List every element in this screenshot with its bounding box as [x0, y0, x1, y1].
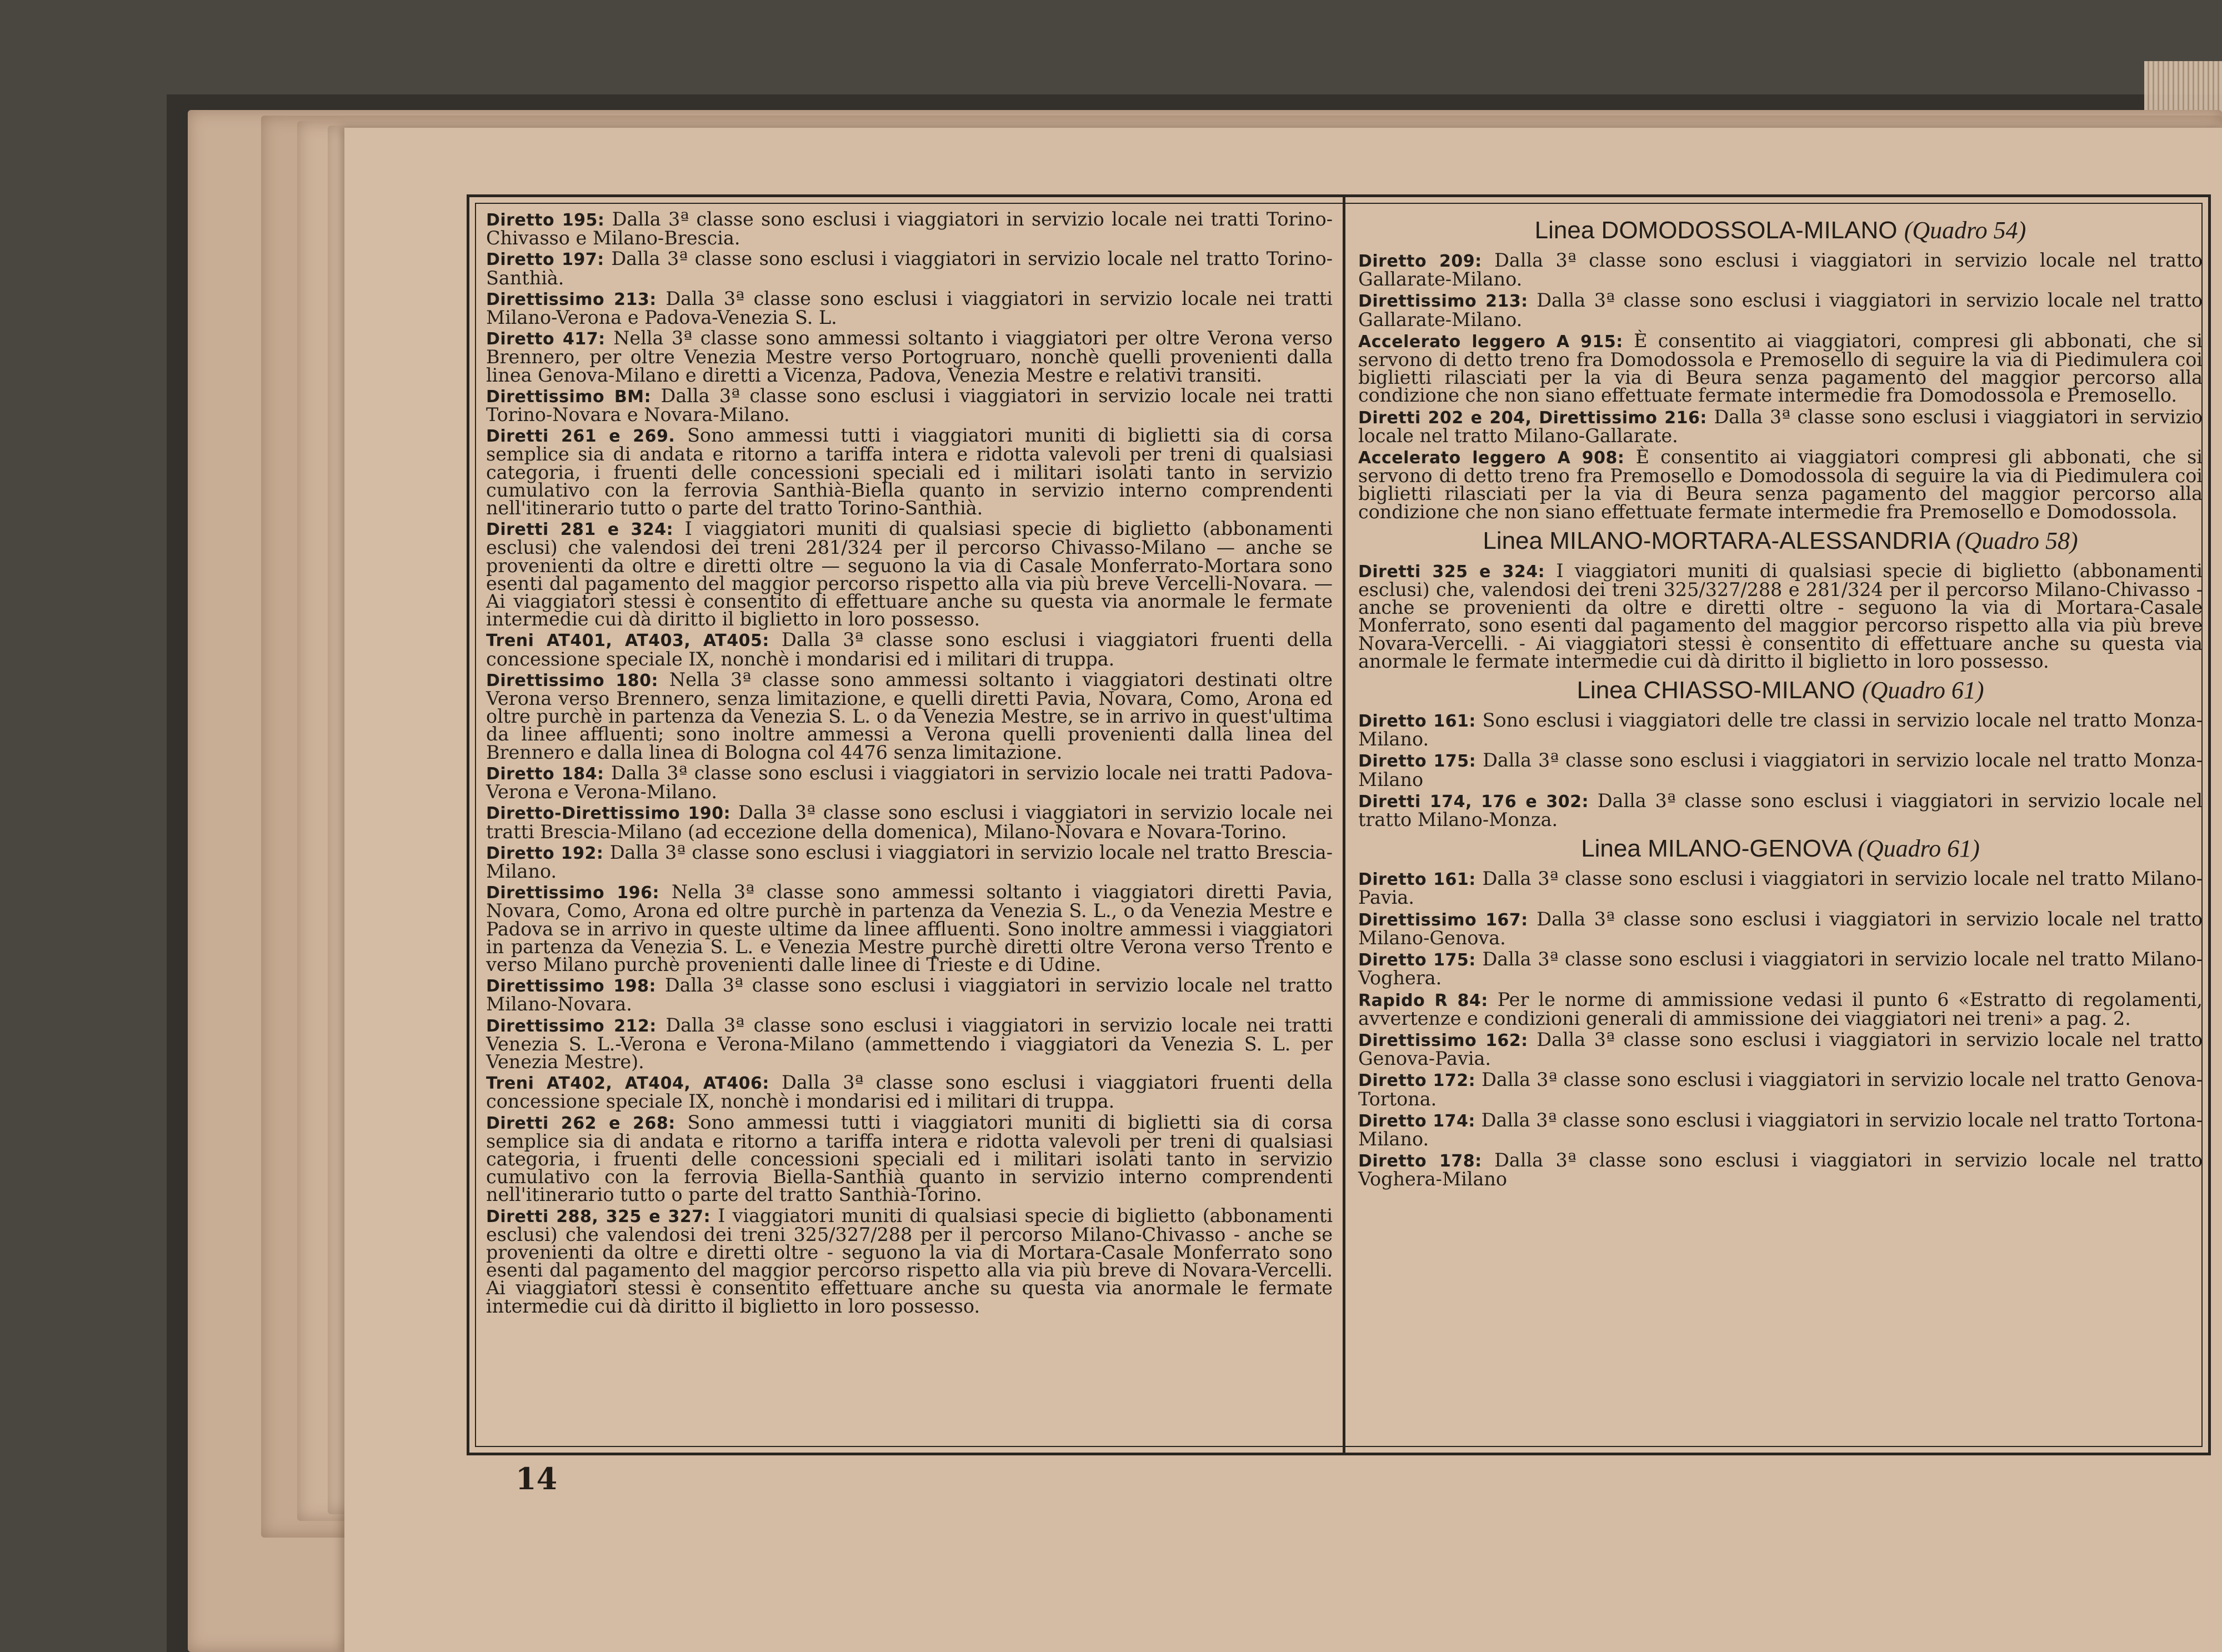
note-text: Dalla 3ª classe sono esclusi i viaggiatori in servizio locale nel tratto Milano-Pavia. [1358, 868, 2203, 909]
train-designation: Diretto 417: [486, 329, 605, 349]
train-designation: Direttissimo 196: [486, 883, 659, 903]
train-designation: Direttissimo 213: [1358, 292, 1528, 312]
train-designation: Diretti 262 e 268: [486, 1113, 675, 1133]
timetable-note [1358, 448, 2203, 521]
timetable-note [486, 631, 1333, 668]
note-text: Dalla 3ª classe sono esclusi i viaggiatori in servizio locale nel tratto Genova-Pavia. [1358, 1028, 2203, 1070]
train-designation: Diretti 261 e 269. [486, 427, 675, 447]
note-text: Dalla 3ª classe sono esclusi i viaggiatori in servizio locale nei tratti Torino-Novara e Novara-Milano. [486, 384, 1333, 426]
train-designation: Diretti 281 e 324: [486, 520, 674, 540]
train-designation: Diretto 161: [1358, 712, 1476, 732]
timetable-note [486, 384, 1333, 426]
note-text: Dalla 3ª classe sono esclusi i viaggiatori in servizio locale nel tratto Gallarate-Milano. [1358, 289, 2203, 331]
quadro-reference: (Quadro 54) [1904, 217, 2026, 244]
note-text: I viaggiatori muniti di qualsiasi specie di biglietto (abbonamenti esclusi) che, valendosi dei treni 325/327/288 e 281/324 per il percorso Milano-Chivasso - anche se provenienti da oltre e diretti oltre - seguono la via di Mortara-Casale Monferrato, sono esenti dal pagamento del maggior percorso rispetto alla via più breve Novara-Vercelli. - Ai viaggiatori stessi è consentito di effettuare anche su questa via anormale le fermate intermedie cui dà diritto il biglietto in loro possesso. [1358, 559, 2203, 672]
timetable-note [1358, 1071, 2203, 1108]
timetable-note [486, 764, 1333, 801]
note-text: Dalla 3ª classe sono esclusi i viaggiatori in servizio locale nel tratto Monza-Milano [1358, 749, 2203, 790]
train-designation: Diretto 197: [486, 250, 604, 270]
train-designation: Treni AT401, AT403, AT405: [486, 631, 769, 651]
timetable-note [486, 1204, 1333, 1317]
timetable-note [486, 668, 1333, 763]
note-text: È consentito ai viaggiatori, compresi gli abbonati, che si servono di detto treno fra Domodossola e Premosello di seguire la via di Piedimulera coi biglietti rilasciati per la via di Beura senza pagamento del maggior percorso alla condizione che non siano effettuate fermate intermedie fra Domodossola e Premosello. [1358, 329, 2203, 407]
page-number: 14 [516, 1461, 558, 1496]
timetable-note [486, 1014, 1333, 1073]
timetable-note [1358, 789, 2203, 831]
timetable-note [1358, 709, 2203, 750]
timetable-note [1358, 1149, 2203, 1190]
note-text: Dalla 3ª classe sono esclusi i viaggiatori fruenti della concessione speciale IX, nonchè i mondarisi ed i militari di truppa. [486, 1072, 1333, 1113]
train-designation: Diretto 184: [486, 764, 604, 784]
column-divider [1343, 197, 1345, 1453]
timetable-note [1358, 988, 2203, 1029]
train-designation: Direttissimo 162: [1358, 1030, 1528, 1050]
timetable-note [1358, 749, 2203, 790]
note-text: È consentito ai viaggiatori compresi gli abbonati, che si servono di detto treno fra Premosello e Domodossola di seguire la via di Piedimulera coi biglietti rilasciati per la via di Beura senza pagamento del maggior percorso alla condizione che non siano effettuate fermate intermedie fra Premosello e Domodossola. [1358, 446, 2203, 523]
timetable-note [486, 974, 1333, 1015]
timetable-note [486, 520, 1333, 628]
line-name: Linea CHIASSO-MILANO [1577, 677, 1855, 704]
timetable-note [486, 1072, 1333, 1113]
timetable-note [486, 287, 1333, 329]
train-designation: Direttissimo BM: [486, 387, 652, 407]
train-designation: Accelerato leggero A 908: [1358, 448, 1625, 468]
train-designation: Direttissimo 167: [1358, 910, 1528, 930]
note-text: Dalla 3ª classe sono esclusi i viaggiatori in servizio locale nel tratto Tortona-Milano. [1358, 1109, 2203, 1150]
timetable-note [486, 1111, 1333, 1206]
line-name: Linea DOMODOSSOLA-MILANO [1534, 217, 1898, 244]
train-designation: Diretti 174, 176 e 302: [1358, 792, 1589, 812]
note-text: Dalla 3ª classe sono esclusi i viaggiatori in servizio locale nei tratti Brescia-Milano (ad eccezione della domenica), Milano-Novara e Novara-Torino. [486, 802, 1333, 843]
note-text: Dalla 3ª classe sono esclusi i viaggiatori in servizio locale nel tratto Genova-Tortona. [1358, 1069, 2203, 1110]
train-designation: Diretto-Direttissimo 190: [486, 804, 731, 824]
note-text: Dalla 3ª classe sono esclusi i viaggiatori in servizio locale nel tratto Gallarate-Milano. [1358, 249, 2203, 291]
train-designation: Diretti 202 e 204, Direttissimo 216: [1358, 408, 1707, 428]
line-name: Linea MILANO-GENOVA [1581, 835, 1851, 863]
note-text: I viaggiatori muniti di qualsiasi specie di biglietto (abbonamenti esclusi) che valendosi dei treni 325/327/288 per il percorso Milano-Chivasso - anche se provenienti da oltre e diretti oltre - seguono la via di Mortara-Casale Monferrato sono esenti dal pagamento del maggior percorso rispetto alla via più breve di Novara-Vercelli. Ai viaggiatori stessi è consentito effettuare anche su questa via anormale le fermate intermedie cui dà diritto il biglietto in loro possesso. [486, 1204, 1333, 1317]
line-section-title [1358, 216, 2203, 245]
train-designation: Accelerato leggero A 915: [1358, 332, 1623, 352]
train-designation: Diretto 195: [486, 211, 605, 230]
timetable-note [486, 208, 1333, 249]
timetable-note [1358, 329, 2203, 407]
note-text: Nella 3ª classe sono ammessi soltanto i viaggiatori destinati oltre Verona verso Brennero, senza limitazione, e quelli diretti Pavia, Novara, Como, Arona ed oltre purchè in partenza da Venezia S. L. o da Venezia Mestre, se in arrivo in quest'ultima da linee affluenti; sono inoltre ammessi a Verona quelli provenienti dalla linea del Brennero e dalla linea di Bologna col 4476 senza limitazione. [486, 668, 1333, 763]
note-text: Dalla 3ª classe sono esclusi i viaggiatori in servizio locale nei tratti Venezia S. L.-Verona e Verona-Milano (ammettendo i viaggiatori da Venezia S. L. per Venezia Mestre). [486, 1014, 1333, 1073]
note-text: Per le norme di ammissione vedasi il punto 6 «Estratto di regolamenti, avvertenze e condizioni generali di ammissione dei viaggiatori nei treni» a pag. 2. [1358, 988, 2203, 1029]
train-designation: Diretto 174: [1358, 1111, 1475, 1131]
quadro-reference: (Quadro 61) [1858, 835, 1980, 863]
note-text: Dalla 3ª classe sono esclusi i viaggiatori in servizio locale nel tratto Milano-Voghera. [1358, 948, 2203, 989]
note-text: Nella 3ª classe sono ammessi soltanto i viaggiatori diretti Pavia, Novara, Como, Arona ed oltre purchè in partenza da Venezia S. L., o da Venezia Mestre e Padova se in arrivo in queste ultime da linee affluenti. Sono inoltre ammessi i viaggiatori in partenza da Venezia S. L. e Venezia Mestre purchè diretti oltre Verona verso Trento e verso Milano purchè provenienti dalle linee di Trieste e di Udine. [486, 881, 1333, 975]
train-designation: Diretto 172: [1358, 1071, 1476, 1091]
line-section-title [1358, 676, 2203, 705]
quadro-reference: (Quadro 61) [1861, 677, 1984, 704]
note-text: Sono ammessi tutti i viaggiatori muniti di biglietti sia di corsa semplice sia di andata e ritorno a tariffa intera e ridotta valevoli per treni di qualsiasi categoria, i fruenti delle concessioni speciali ed i militari isolati tanto in servizio cumulativo con la ferrovia Santhià-Biella quanto in servizio interno comprendenti nell'itinerario tutto o parte del tratto Torino-Santhià. [486, 424, 1333, 519]
timetable-note [1358, 408, 2203, 445]
timetable-note [1358, 870, 2203, 907]
train-designation: Diretto 178: [1358, 1152, 1482, 1172]
note-text: Sono esclusi i viaggiatori delle tre classi in servizio locale nel tratto Monza-Milano. [1358, 709, 2203, 750]
train-designation: Direttissimo 180: [486, 670, 658, 690]
note-text: I viaggiatori muniti di qualsiasi specie di biglietto (abbonamenti esclusi) che valendosi dei treni 281/324 per il percorso Chivasso-Milano — anche se provenienti da oltre e diretti oltre — seguono la via di Casale Monferrato-Mortara sono esenti dal pagamento del maggior percorso rispetto alla via più breve Vercelli-Novara. — Ai viaggiatori stessi è consentito di effettuare anche su questa via anormale le fermate intermedie cui dà diritto il biglietto in loro possesso. [486, 518, 1333, 630]
train-designation: Rapido R 84: [1358, 990, 1488, 1010]
timetable-note [1358, 1109, 2203, 1150]
train-designation: Diretto 175: [1358, 950, 1476, 970]
quadro-reference: (Quadro 58) [1956, 527, 2078, 554]
note-text: Dalla 3ª classe sono esclusi i viaggiatori fruenti della concessione speciale IX, nonchè i mondarisi ed i militari di truppa. [486, 629, 1333, 670]
timetable-note [1358, 1028, 2203, 1070]
train-designation: Direttissimo 198: [486, 977, 656, 997]
train-designation: Diretti 325 e 324: [1358, 562, 1545, 582]
timetable-note [1358, 910, 2203, 947]
line-name: Linea MILANO-MORTARA-ALESSANDRIA [1483, 527, 1949, 554]
note-text: Dalla 3ª classe sono esclusi i viaggiatori in servizio locale nel tratto Voghera-Milano [1358, 1149, 2203, 1190]
note-text: Dalla 3ª classe sono esclusi i viaggiatori in servizio locale nei tratti Padova-Verona e Verona-Milano. [486, 762, 1333, 803]
note-text: Dalla 3ª classe sono esclusi i viaggiatori in servizio locale nel tratto Milano-Genova. [1358, 908, 2203, 949]
note-text: Dalla 3ª classe sono esclusi i viaggiatori in servizio locale nel tratto Milano-Novara. [486, 974, 1333, 1015]
right-column [1358, 211, 2203, 1192]
note-text: Sono ammessi tutti i viaggiatori muniti di biglietti sia di corsa semplice sia di andata e ritorno a tariffa intera e ridotta valevoli per treni di qualsiasi categoria, i fruenti delle concessioni speciali ed i militari isolati tanto in servizio cumulativo con la ferrovia Biella-Santhià quanto in servizio interno comprendenti nell'itinerario tutto o parte del tratto Santhià-Torino. [486, 1111, 1333, 1206]
timetable-note [486, 250, 1333, 287]
timetable-note [486, 802, 1333, 843]
line-section-title [1358, 834, 2203, 863]
train-designation: Direttissimo 213: [486, 289, 657, 309]
text-frame [467, 194, 2211, 1455]
note-text: Dalla 3ª classe sono esclusi i viaggiatori in servizio locale nel tratto Milano-Monza. [1358, 789, 2203, 831]
timetable-note [486, 329, 1333, 384]
timetable-note [486, 424, 1333, 519]
train-designation: Diretto 209: [1358, 252, 1482, 271]
note-text: Dalla 3ª classe sono esclusi i viaggiatori in servizio locale nei tratti Milano-Verona e Padova-Venezia S. L. [486, 287, 1333, 329]
note-text: Dalla 3ª classe sono esclusi i viaggiatori in servizio locale nel tratto Milano-Gallarate. [1358, 406, 2203, 447]
train-designation: Treni AT402, AT404, AT406: [486, 1074, 769, 1094]
left-column [486, 208, 1333, 1318]
note-text: Dalla 3ª classe sono esclusi i viaggiatori in servizio locale nel tratto Brescia-Milano. [486, 841, 1333, 882]
line-section-title [1358, 527, 2203, 555]
timetable-note [1358, 289, 2203, 331]
train-designation: Direttissimo 212: [486, 1016, 657, 1036]
timetable-note [1358, 950, 2203, 987]
note-text: Dalla 3ª classe sono esclusi i viaggiatori in servizio locale nei tratti Torino-Chivasso e Milano-Brescia. [486, 208, 1333, 249]
train-designation: Diretti 288, 325 e 327: [486, 1207, 711, 1227]
train-designation: Diretto 161: [1358, 870, 1476, 890]
train-designation: Diretto 175: [1358, 752, 1477, 772]
note-text: Dalla 3ª classe sono esclusi i viaggiatori in servizio locale nel tratto Torino-Santhià. [486, 248, 1333, 289]
timetable-note [486, 841, 1333, 882]
timetable-note [1358, 249, 2203, 291]
note-text: Nella 3ª classe sono ammessi soltanto i viaggiatori per oltre Verona verso Brennero, per oltre Venezia Mestre verso Portogruaro, nonchè quelli provenienti dalla linea Genova-Milano e diretti a Vicenza, Padova, Venezia Mestre e relativi transiti. [486, 327, 1333, 386]
timetable-note [1358, 559, 2203, 672]
timetable-note [486, 883, 1333, 974]
train-designation: Diretto 192: [486, 843, 604, 863]
